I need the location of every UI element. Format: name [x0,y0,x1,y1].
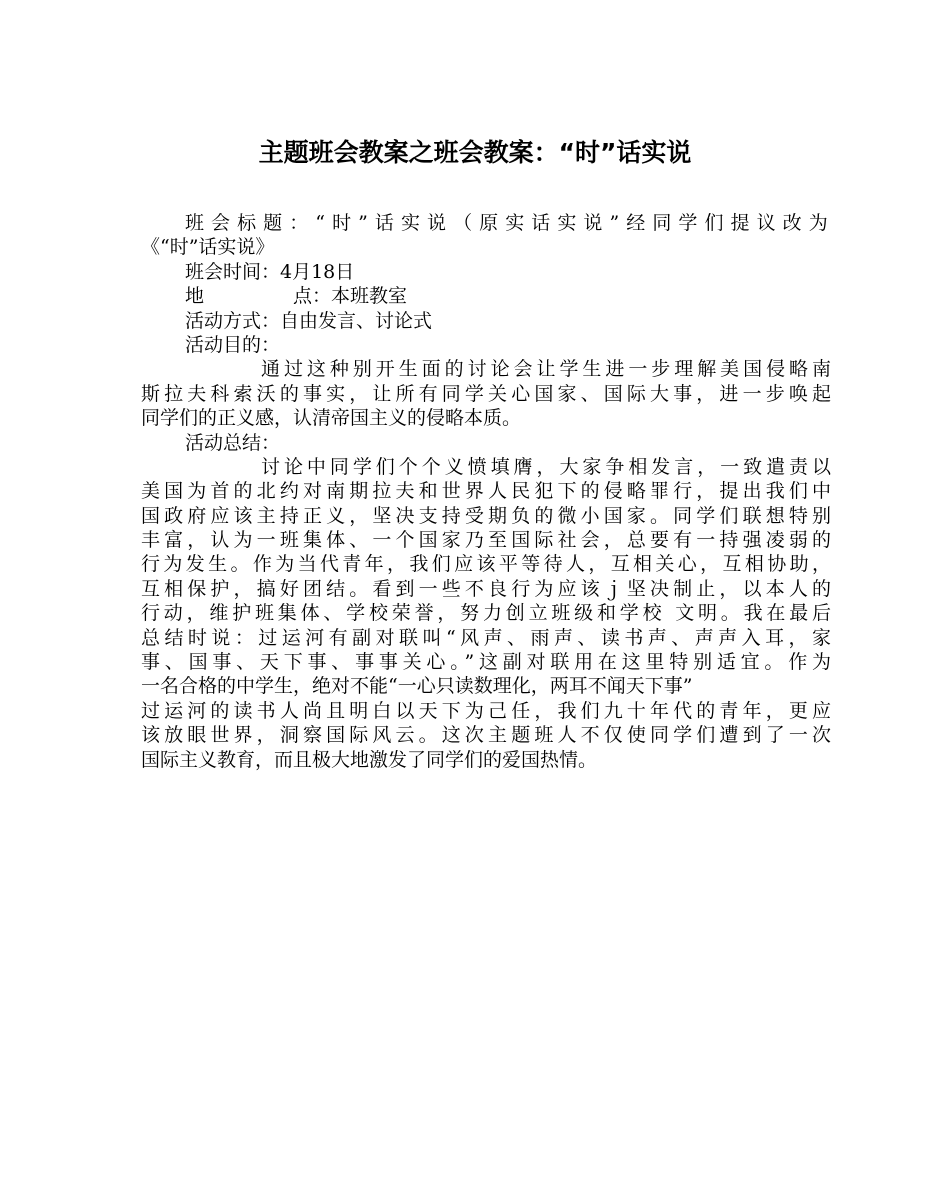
document-title: 主题班会教案之班会教案：“时”话实说 [258,138,692,167]
summary-line: 总结时说：过运河有副对联叫“风声、雨声、读书声、声声入耳，家 [141,626,831,649]
summary-line: 行为发生。作为当代青年，我们应该平等待人，互相关心，互相协助， [141,553,831,576]
summary-line: 讨论中同学们个个义愤填膺，大家争相发言，一致遣责以 [261,455,831,478]
meeting-time: 班会时间：4月18日 [185,260,355,283]
summary-line: 互相保护，搞好团结。看到一些不良行为应该ｊ坚决制止，以本人的 [141,577,831,600]
topic-line-2: 《“时”话实说》 [141,236,275,259]
topic-line-1: 班会标题：“时”话实说（原实话实说”经同学们提议改为 [185,212,831,234]
purpose-line: 通过这种别开生面的讨论会让学生进一步理解美国侵略南 [261,358,831,381]
summary-line: 行动，维护班集体、学校荣誉，努力创立班级和学校 文明。我在最后 [141,602,831,625]
purpose-label: 活动目的： [185,333,281,356]
purpose-line: 斯拉夫科索沃的事实，让所有同学关心国家、国际大事，进一步唤起 [141,382,831,405]
summary-line: 过运河的读书人尚且明白以天下为己任，我们九十年代的青年，更应 [141,699,831,722]
summary-line: 一名合格的中学生，绝对不能“一心只读数理化，两耳不闻天下事” [141,675,693,698]
summary-line: 国政府应该主持正义，坚决支持受期负的微小国家。同学们联想特别 [141,504,831,527]
summary-line: 美国为首的北约对南期拉夫和世界人民犯下的侵略罪行，提出我们中 [141,480,831,503]
summary-label: 活动总结： [185,431,281,454]
summary-line: 该放眼世界，洞察国际风云。这次主题班人不仅使同学们遭到了一次 [141,724,831,747]
summary-line: 丰富，认为一班集体、一个国家乃至国际社会，总要有一持强凌弱的 [141,529,831,552]
summary-line: 国际主义教育，而且极大地激发了同学们的爱国热情。 [141,748,598,771]
document-body [141,211,831,772]
activity-method: 活动方式：自由发言、讨论式 [185,309,433,332]
summary-line: 事、国事、天下事、事事关心。”这副对联用在这里特别适宜。作为 [141,651,831,674]
meeting-place [141,284,831,308]
place-value: 点：本班教室 [293,285,408,308]
place-label: 地 [185,285,205,308]
purpose-line: 同学们的正义感，认清帝国主义的侵略本质。 [141,407,522,430]
